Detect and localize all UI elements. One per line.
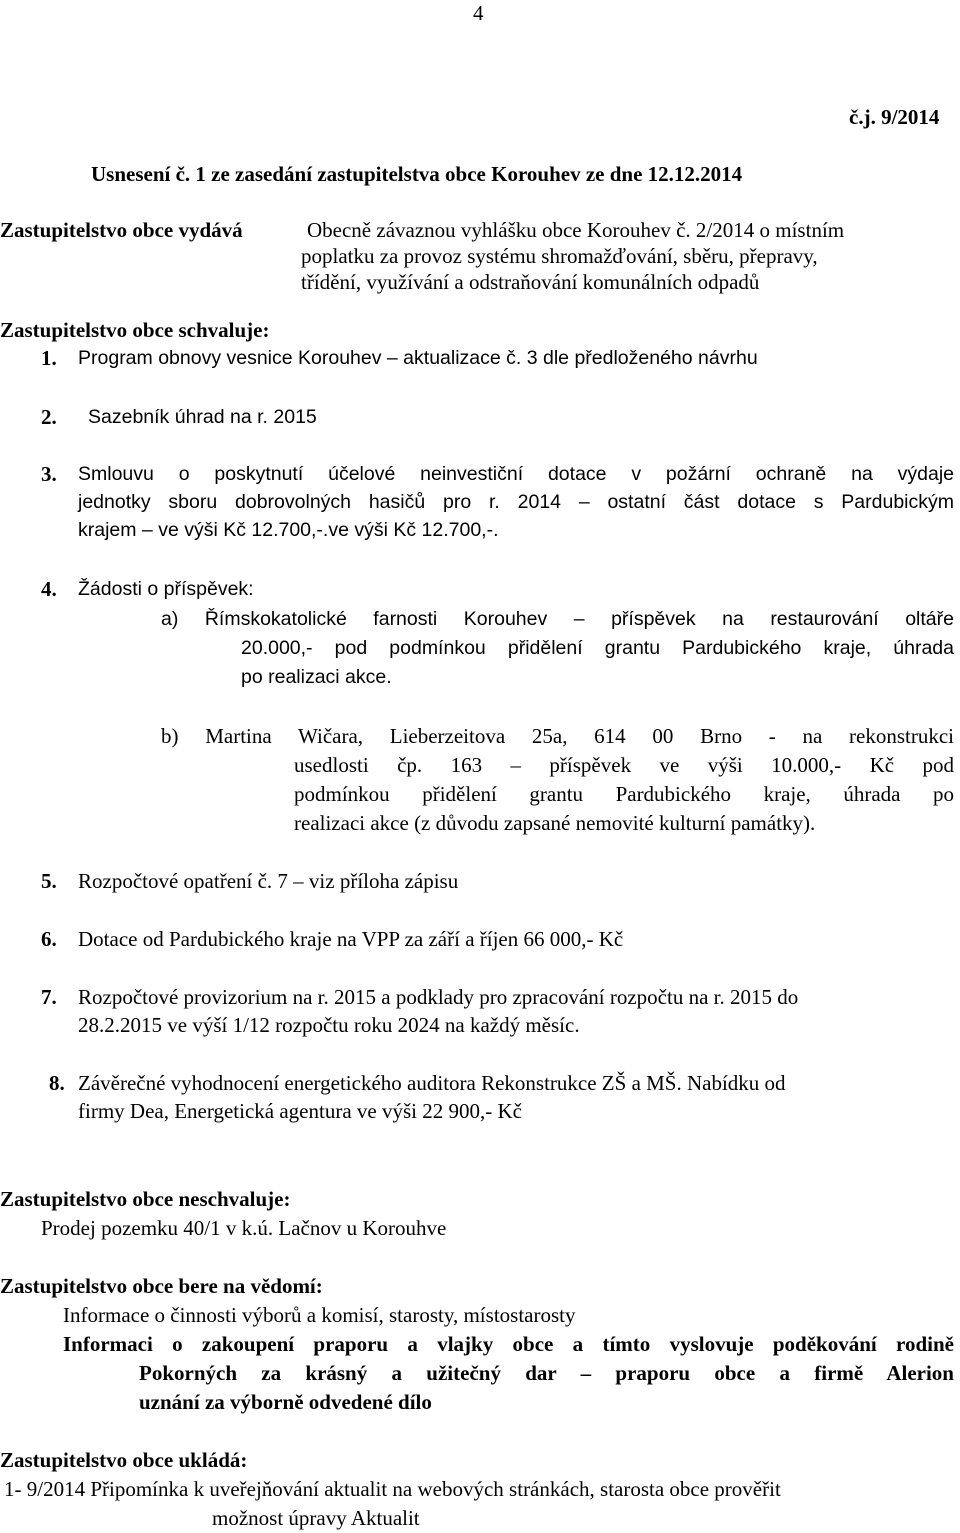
issues-heading: Zastupitelstvo obce vydává [0,218,243,242]
item-4a-line-3: po realizaci akce. [241,666,392,688]
item-8-number: 8. [49,1071,65,1095]
item-4b-line-4: realizaci akce (z důvodu zapsané nemovité kulturní památky). [294,811,816,835]
notes-heading: Zastupitelstvo obce bere na vědomí: [0,1274,323,1298]
notes-bold-line-2: Pokorných za krásný a užitečný dar – praporu obce a firmě Alerion [139,1361,954,1385]
item-1-text: Program obnovy vesnice Korouhev – aktualizace č. 3 dle předloženého návrhu [78,347,758,369]
item-4-number: 4. [41,577,57,601]
item-8-line-1: Závěrečné vyhodnocení energetického auditora Rekonstrukce ZŠ a MŠ. Nabídku od [78,1071,786,1095]
item-4b-line-3: podmínkou přidělení grantu Pardubického kraje, úhrada po [294,782,954,806]
item-6-number: 6. [41,927,57,951]
rejects-line-1: Prodej pozemku 40/1 v k.ú. Lačnov u Korouhve [41,1216,447,1240]
document-title: Usnesení č. 1 ze zasedání zastupitelstva obce Korouhev ze dne 12.12.2014 [91,162,743,186]
item-6-text: Dotace od Pardubického kraje na VPP za září a říjen 66 000,- Kč [78,927,624,951]
approves-heading: Zastupitelstvo obce schvaluje: [0,318,270,342]
tasks-line-2: možnost úpravy Aktualit [212,1506,420,1530]
issues-line-3: třídění, využívání a odstraňování komunálních odpadů [301,270,760,294]
item-4a-line-1: a) Římskokatolické farnosti Korouhev – příspěvek na restaurování oltáře [161,608,954,630]
item-4b-line-1: b) Martina Wičara, Lieberzeitova 25a, 614 00 Brno - na rekonstrukci [161,724,954,748]
item-7-line-1: Rozpočtové provizorium na r. 2015 a podklady pro zpracování rozpočtu na r. 2015 do [78,985,799,1009]
item-7-line-2: 28.2.2015 ve výší 1/12 rozpočtu roku 2024 na každý měsíc. [78,1013,580,1037]
tasks-heading: Zastupitelstvo obce ukládá: [0,1448,248,1472]
item-5-number: 5. [41,869,57,893]
item-1-number: 1. [41,346,57,370]
rejects-heading: Zastupitelstvo obce neschvaluje: [0,1187,291,1211]
page-number: 4 [473,1,484,25]
item-5-text: Rozpočtové opatření č. 7 – viz příloha zápisu [78,869,459,893]
tasks-line-1: 1- 9/2014 Připomínka k uveřejňování aktualit na webových stránkách, starosta obce prověřit [4,1477,781,1501]
issues-line-1: Obecně závaznou vyhlášku obce Korouhev č. 2/2014 o místním [307,218,845,242]
item-2-number: 2. [41,405,57,429]
reference-number: č.j. 9/2014 [849,105,940,129]
item-4a-line-2: 20.000,- pod podmínkou přidělení grantu Pardubického kraje, úhrada [241,637,954,659]
notes-bold-line-1: Informaci o zakoupení praporu a vlajky obce a tímto vyslovuje poděkování rodině [63,1332,954,1356]
item-3-line-2: jednotky sboru dobrovolných hasičů pro r. 2014 – ostatní část dotace s Pardubickým [78,491,954,513]
item-8-line-2: firmy Dea, Energetická agentura ve výši 22 900,- Kč [78,1099,522,1123]
item-2-text: Sazebník úhrad na r. 2015 [88,406,317,428]
item-3-line-1: Smlouvu o poskytnutí účelové neinvestiční dotace v požární ochraně na výdaje [78,463,954,485]
notes-line-1: Informace o činnosti výborů a komisí, starosty, místostarosty [63,1303,576,1327]
issues-line-2: poplatku za provoz systému shromažďování, sběru, přepravy, [301,244,818,268]
notes-bold-line-3: uznání za výborně odvedené dílo [139,1390,432,1414]
item-3-line-3: krajem – ve výši Kč 12.700,-.ve výši Kč 12.700,-. [78,519,499,541]
item-3-number: 3. [41,462,57,486]
item-4b-line-2: usedlosti čp. 163 – příspěvek ve výši 10.000,- Kč pod [294,753,954,777]
item-7-number: 7. [41,985,57,1009]
item-4-text: Žádosti o příspěvek: [78,578,254,600]
